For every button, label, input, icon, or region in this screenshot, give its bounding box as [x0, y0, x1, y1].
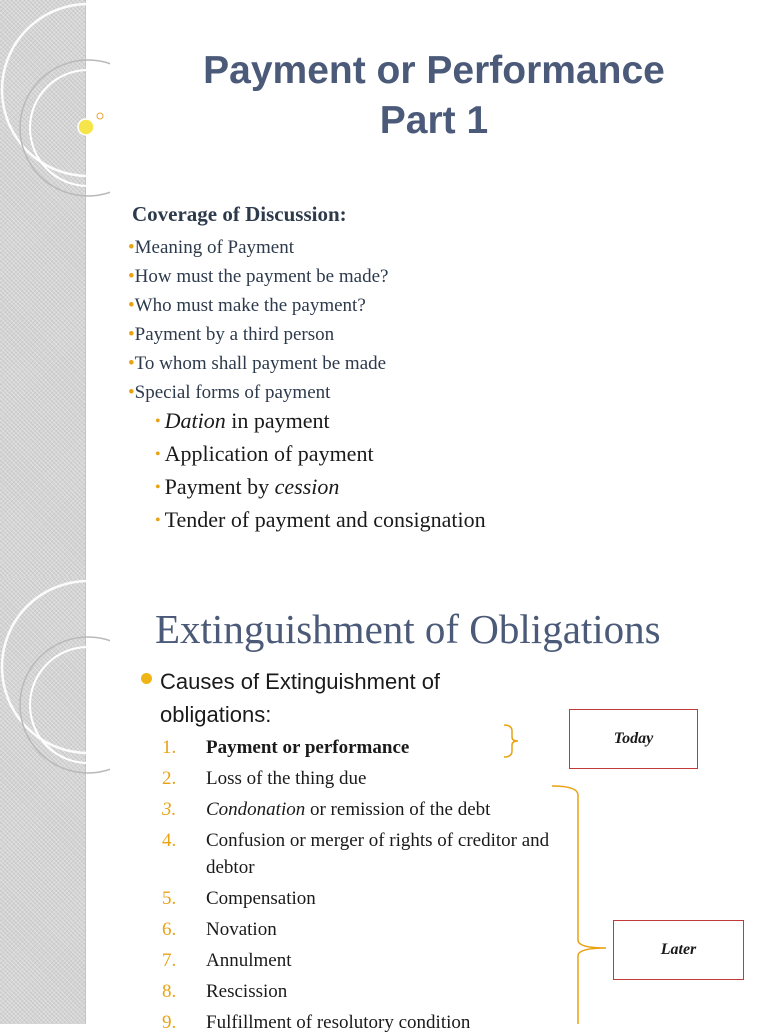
list-item: • Application of payment: [155, 441, 374, 466]
list-number: 7.: [162, 950, 177, 971]
bullet-icon: [141, 673, 152, 684]
slide-title: [100, 46, 768, 146]
bullet-icon: •: [128, 382, 135, 403]
coverage-list: [128, 233, 388, 407]
bullet-icon: •: [128, 353, 135, 374]
list-item: •To whom shall payment be made: [128, 353, 387, 374]
coverage-heading: Coverage of Discussion:: [132, 202, 347, 226]
list-item: •Meaning of Payment: [128, 237, 295, 258]
list-number: 4.: [162, 830, 177, 851]
title-line-1: Payment or Performance: [203, 49, 665, 92]
bullet-icon: •: [128, 295, 135, 316]
slide-title: Extinguishment of Obligations: [155, 606, 661, 652]
decorative-circles: [0, 577, 110, 777]
list-item: •Who must make the payment?: [128, 295, 366, 316]
later-box: Later: [613, 920, 744, 980]
bullet-icon: •: [155, 479, 161, 496]
list-item: • Dation in payment: [155, 408, 330, 433]
list-number: 5.: [162, 888, 177, 909]
bullet-icon: •: [155, 413, 161, 430]
bullet-icon: •: [155, 512, 161, 529]
list-item: • Payment by cession: [155, 474, 340, 499]
list-item: •How must the payment be made?: [128, 266, 389, 287]
list-item: • Tender of payment and consignation: [155, 507, 486, 532]
causes-heading: Causes of Extinguishment of obligations:: [160, 669, 441, 727]
bullet-icon: •: [128, 237, 135, 258]
list-number: 3.: [162, 799, 177, 820]
list-number: 1.: [162, 737, 177, 758]
list-number: 8.: [162, 981, 177, 1002]
bullet-icon: •: [128, 266, 135, 287]
list-number: 9.: [162, 1012, 177, 1033]
bullet-icon: •: [155, 446, 161, 463]
bullet-icon: •: [128, 324, 135, 345]
decorative-circles: [0, 0, 110, 200]
list-number: 6.: [162, 919, 177, 940]
list-item: •Special forms of payment: [128, 382, 331, 403]
today-box: Today: [569, 709, 698, 769]
title-line-2: Part 1: [379, 99, 489, 142]
list-item: •Payment by a third person: [128, 324, 335, 345]
list-number: 2.: [162, 768, 177, 789]
special-forms-sublist: [155, 406, 486, 538]
